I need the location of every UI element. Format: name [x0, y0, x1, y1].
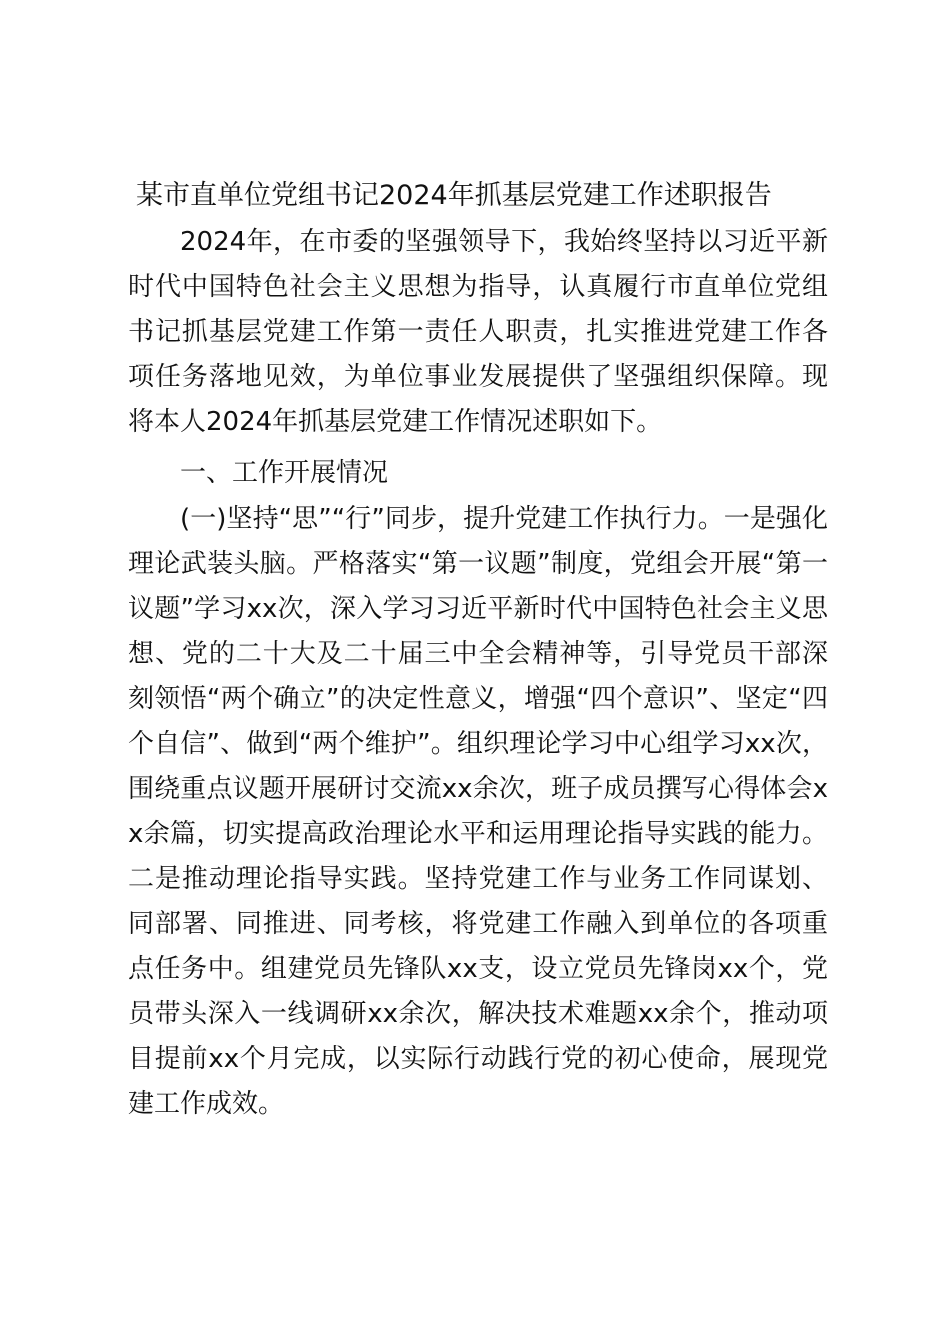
- intro-paragraph: 2024年，在市委的坚强领导下，我始终坚持以习近平新时代中国特色社会主义思想为指导，认真履行市直单位党组书记抓基层党建工作第一责任人职责，扎实推进党建工作各项任务落地见效，为单位事业发展提供了坚强组织保障。现将本人2024年抓基层党建工作情况述职如下。: [128, 227, 828, 437]
- document-body: [128, 172, 828, 1127]
- section-heading: 一、工作开展情况: [180, 458, 389, 488]
- document-title: 某市直单位党组书记2024年抓基层党建工作述职报告: [136, 180, 772, 211]
- section-paragraph: (一)坚持“思”“行”同步，提升党建工作执行力。一是强化理论武装头脑。严格落实“第一议题”制度，党组会开展“第一议题”学习xx次，深入学习习近平新时代中国特色社会主义思想、党的二十大及二十届三中全会精神等，引导党员干部深刻领悟“两个确立”的决定性意义，增强“四个意识”、坚定“四个自信”、做到“两个维护”。组织理论学习中心组学习xx次，围绕重点议题开展研讨交流xx余次，班子成员撰写心得体会xx余篇，切实提高政治理论水平和运用理论指导实践的能力。二是推动理论指导实践。坚持党建工作与业务工作同谋划、同部署、同推进、同考核，将党建工作融入到单位的各项重点任务中。组建党员先锋队xx支，设立党员先锋岗xx个，党员带头深入一线调研xx余次，解决技术难题xx余个，推动项目提前xx个月完成，以实际行动践行党的初心使命，展现党建工作成效。: [128, 504, 828, 1119]
